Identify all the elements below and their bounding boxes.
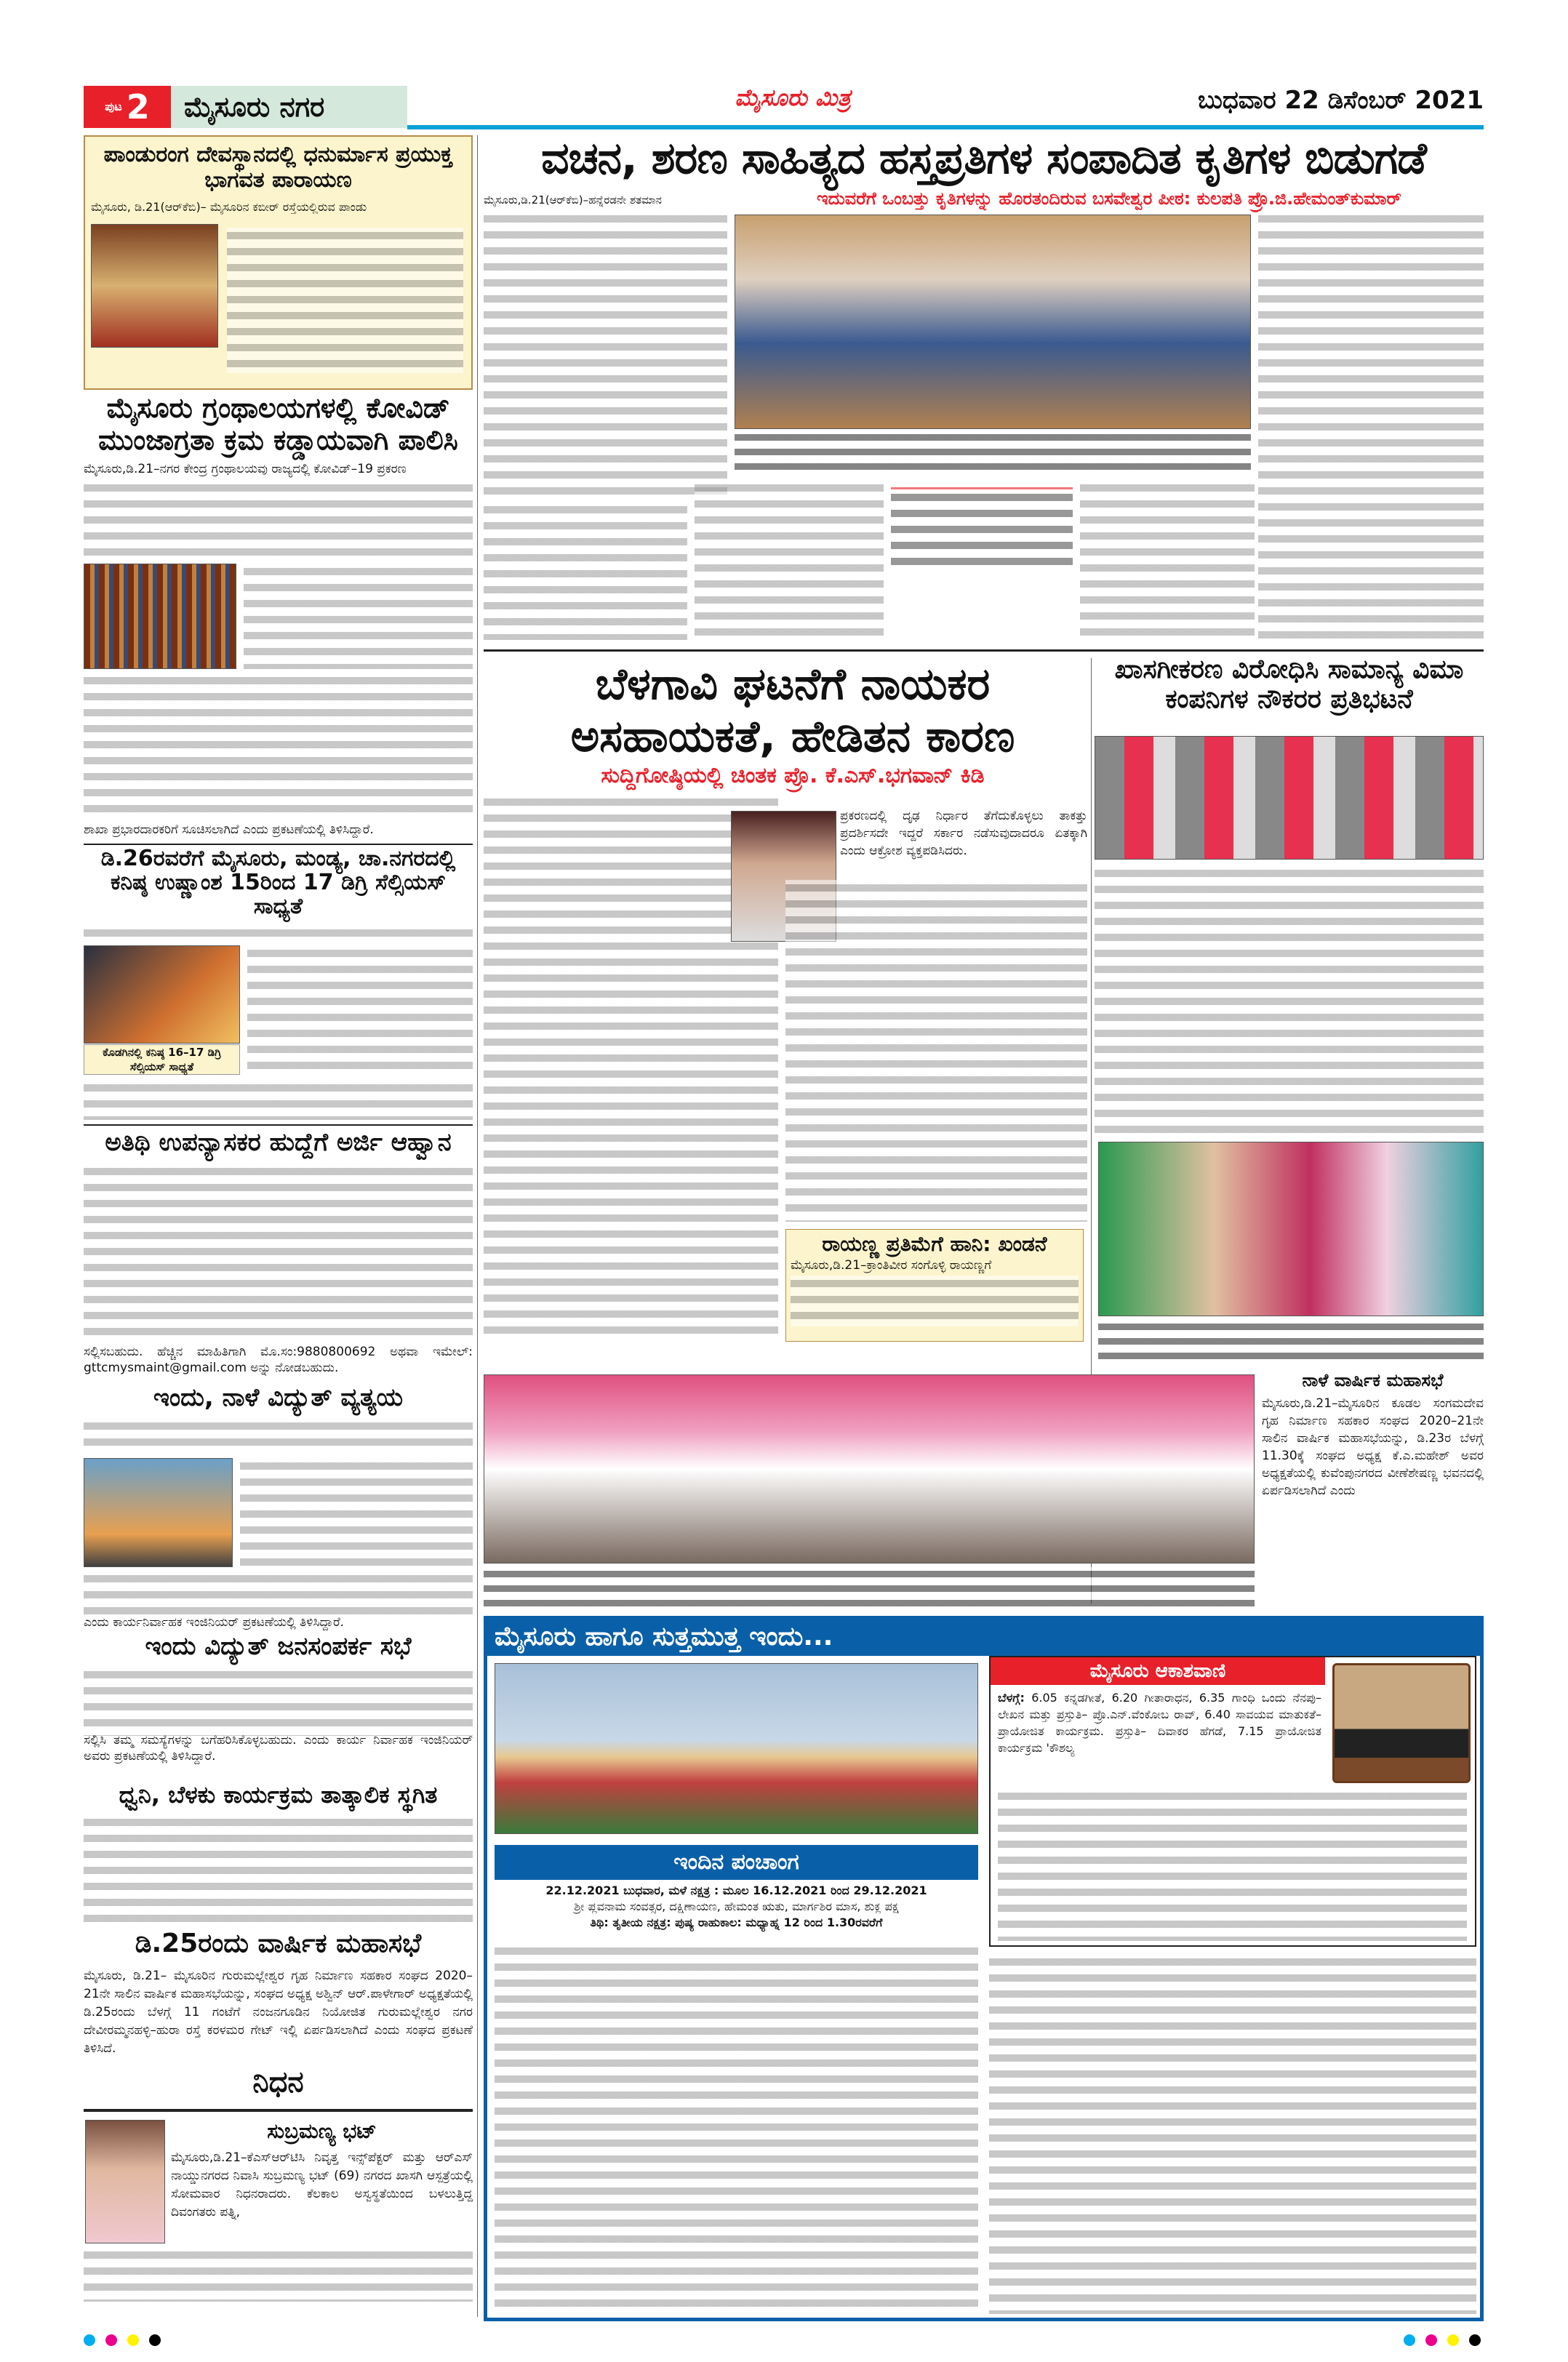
divider — [84, 844, 473, 845]
lead-body-col-4 — [1258, 211, 1484, 640]
panchanga-heading: ಇಂದಿನ ಪಂಚಾಂಗ — [495, 1845, 978, 1880]
obituary-body: ಮೈಸೂರು,ಡಿ.21–ಕೆಎಸ್‌ಆರ್‌ಟಿಸಿ ನಿವೃತ್ತ ಇನ್ಸ್‌ಪೆಕ್ಟರ್ ಮತ್ತು ಆರ್‌ಎಸ್ ನಾಯ್ಡುನಗರದ ನಿವಾಸಿ ಸುಬ್ರಮಣ್ಯ ಭಟ್ (69) ನಗರದ ಖಾಸಗಿ ಆಸ್ಪತ್ರೆಯಲ್ಲಿ ಸೋಮವಾರ ನಿಧನರಾದರು. ಕೆಲಕಾಲ ಅಸ್ವಸ್ಥತೆಯಿಂದ ಬಳಲುತ್ತಿದ್ದ ದಿವಂಗತರು ಪತ್ನಿ, — [171, 2150, 473, 2219]
divider — [84, 1124, 473, 1126]
library-body-text-3 — [84, 673, 473, 818]
group-photo — [1098, 1142, 1484, 1316]
header-rule — [407, 125, 1484, 129]
divider — [484, 649, 1484, 652]
panchanga-text — [495, 1883, 978, 1931]
obituary-name: ಸುಬ್ರಮಣ್ಯ ಭಟ್ — [267, 2119, 377, 2143]
belagavi-body-col-2 — [785, 880, 1087, 1222]
group-photo-caption — [1098, 1320, 1484, 1367]
cold-body-text-3 — [84, 1080, 473, 1120]
lecturer-body-text — [84, 1164, 473, 1342]
lead-headline: ವಚನ, ಶರಣ ಸಾಹಿತ್ಯದ ಹಸ್ತಪ್ರತಿಗಳ ಸಂಪಾದಿತ ಕೃತಿಗಳ ಬಿಡುಗಡೆ — [541, 133, 1426, 184]
radio-schedule — [991, 1685, 1329, 1761]
lead-body-col-0 — [484, 502, 687, 640]
temple-dateline: ಮೈಸೂರು, ಡಿ.21(ಆರ್‌ಕೆಬಿ)– ಮೈಸೂರಿನ ಕಬೀರ್ ರಸ್ತೆಯಲ್ಲಿರುವ ಪಾಂಡು — [91, 200, 367, 214]
obituary-body-2 — [84, 2247, 473, 2302]
insurance-body-text — [1095, 865, 1484, 1134]
rayanna-body-text — [791, 1276, 1079, 1326]
temple-body-text — [227, 228, 463, 373]
radio-heading: ಮೈಸೂರು ಆಕಾಶವಾಣಿ — [991, 1657, 1325, 1685]
rayanna-dateline: ಮೈಸೂರು,ಡಿ.21–ಕ್ರಾಂತಿವೀರ ಸಂಗೊಳ್ಳಿ ರಾಯಣ್ಣಗೆ — [791, 1258, 992, 1273]
library-dateline: ಮೈಸೂರು,ಡಿ.21–ನಗರ ಕೇಂದ್ರ ಗ್ರಂಥಾಲಯವು ರಾಜ್ಯದಲ್ಲಿ ಕೋವಿಡ್–19 ಪ್ರಕರಣ — [84, 462, 407, 476]
lead-body-col-2 — [695, 480, 884, 640]
panel-photo-caption — [484, 1567, 1255, 1611]
today-heading: ಮೈಸೂರು ಹಾಗೂ ಸುತ್ತಮುತ್ತ ಇಂದು... — [487, 1620, 1480, 1656]
sound-light-headline: ಧ್ವನಿ, ಬೆಳಕು ಕಾರ್ಯಕ್ರಮ ತಾತ್ಕಾಲಿಕ ಸ್ಥಗಿತ — [119, 1781, 438, 1809]
power-meeting-headline: ಇಂದು ವಿದ್ಯುತ್ ಜನಸಂಪರ್ಕ ಸಭೆ — [145, 1632, 412, 1661]
radio-label: ಬೆಳಗ್ಗೆ: — [998, 1691, 1025, 1705]
page-label: ಪುಟ — [105, 100, 122, 113]
radio-box — [989, 1656, 1476, 1947]
obituary-heading: ನಿಧನ — [252, 2065, 304, 2099]
annual-meeting-headline: ನಾಳೆ ವಾರ್ಷಿಕ ಮಹಾಸಭೆ — [1302, 1370, 1444, 1390]
temple-deity-photo — [91, 224, 218, 348]
radio-body: 6.05 ಕನ್ನಡಗೀತೆ, 6.20 ಗೀತಾರಾಧನ, 6.35 ಗಾಂಧಿ ಒಂದು ನೆನಪು–ಲೇಖನ ಮತ್ತು ಪ್ರಸ್ತುತಿ– ಪ್ರೊ.ಎನ್.ವೆಂಕೋಬ ರಾವ್, 6.40 ಸಾವಯವ ಮಾತುಕತೆ–ಪ್ರಾಯೋಜಿತ ಕಾರ್ಯಕ್ರಮ. ಪ್ರಸ್ತುತಿ– ದಿವಾಕರ ಹೆಗಡೆ, 7.15 ಪ್ರಾಯೋಜಿತ ಕಾರ್ಯಕ್ರಮ 'ಕೌಶಲ್ಯ — [998, 1691, 1321, 1755]
agm-body: ಮೈಸೂರು, ಡಿ.21– ಮೈಸೂರಿನ ಗುರುಮಲ್ಲೇಶ್ವರ ಗೃಹ ನಿರ್ಮಾಣ ಸಹಕಾರ ಸಂಘದ 2020–21ನೇ ಸಾಲಿನ ವಾರ್ಷಿಕ ಮಹಾಸಭೆಯನ್ನು, ಸಂಘದ ಅಧ್ಯಕ್ಷ ಅಶ್ವಿನ್ ಆರ್.ಪಾಳೇಗಾರ್ ಅಧ್ಯಕ್ಷತೆಯಲ್ಲಿ ಡಿ.25ರಂದು ಬೆಳಗ್ಗೆ 11 ಗಂಟೆಗೆ ನಂಜನಗೂಡಿನ ನಿಯೋಜಿತ ಗುರುಮಲ್ಲೇಶ್ವರ ನಗರ ದೇವೀರಮ್ಮನಹಳ್ಳಿ–ಹುರಾ ರಸ್ತೆ ಕರಳಮರ ಗೇಟ್ ಇಲ್ಲಿ ಏರ್ಪಡಿಸಲಾಗಿದೆ ಎಂದು ಸಂಘದ ಪ್ರಕಟಣೆ ತಿಳಿಸಿದೆ. — [84, 1969, 473, 2056]
events-list-col-1 — [495, 1943, 978, 2314]
panel-discussion-photo — [484, 1374, 1255, 1564]
lead-dateline: ಮೈಸೂರು,ಡಿ.21(ಆರ್‌ಕೆಬಿ)–ಹನ್ನೆರಡನೇ ಶತಮಾನ — [484, 193, 663, 207]
power-body-text-2 — [240, 1458, 473, 1567]
lecturer-headline: ಅತಿಥಿ ಉಪನ್ಯಾಸಕರ ಹುದ್ದೆಗೆ ಅರ್ಜಿ ಆಹ್ವಾನ — [105, 1128, 452, 1157]
column-rule — [477, 135, 478, 2317]
power-tower-photo — [84, 1458, 233, 1567]
panchanga-line-1: 22.12.2021 ಬುಧವಾರ, ಮಳೆ ನಕ್ಷತ್ರ : ಮೂಲ 16.12.2021 ರಿಂದ 29.12.2021 — [545, 1883, 927, 1897]
library-body-text-2 — [244, 564, 473, 669]
library-headline: ಮೈಸೂರು ಗ್ರಂಥಾಲಯಗಳಲ್ಲಿ ಕೋವಿಡ್ ಮುಂಜಾಗ್ರತಾ ಕ್ರಮ ಕಡ್ಡಾಯವಾಗಿ ಪಾಲಿಸಿ — [98, 392, 458, 456]
annual-meeting-body: ಮೈಸೂರು,ಡಿ.21–ಮೈಸೂರಿನ ಕೂಡಲ ಸಂಗಮದೇವ ಗೃಹ ನಿರ್ಮಾಣ ಸಹಕಾರ ಸಂಘದ 2020–21ನೇ ಸಾಲಿನ ವಾರ್ಷಿಕ ಮಹಾಸಭೆಯನ್ನು, ಡಿ.23ರ ಬೆಳಗ್ಗೆ 11.30ಕ್ಕೆ ಸಂಘದ ಅಧ್ಯಕ್ಷ ಕೆ.ಎ.ಮಹೇಶ್ ಅವರ ಅಧ್ಯಕ್ಷತೆಯಲ್ಲಿ ಕುವೆಂಪುನಗರದ ವೀಣೆಶೇಷಣ್ಣ ಭವನದಲ್ಲಿ ಏರ್ಪಡಿಸಲಾಗಿದೆ ಎಂದು — [1262, 1396, 1484, 1498]
today-box — [484, 1616, 1484, 2321]
radio-body-more — [998, 1788, 1467, 1941]
lecturer-contact: ಸಲ್ಲಿಸಬಹುದು. ಹೆಚ್ಚಿನ ಮಾಹಿತಿಗಾಗಿ ಮೊ.ಸಂ:9880800692 ಅಥವಾ ಇಮೇಲ್: gttcmysmaint@gmail.com ಅನ್ನು ನೋಡಬಹುದು. — [84, 1345, 473, 1375]
lead-body-col-1 — [484, 211, 727, 498]
lead-subhead: ಇದುವರೆಗೆ ಒಂಬತ್ತು ಕೃತಿಗಳನ್ನು ಹೊರತಂದಿರುವ ಬಸವೇಶ್ವರ ಪೀಠ: ಕುಲಪತಿ ಪ್ರೊ.ಜಿ.ಹೇಮಂತ್‌ಕುಮಾರ್ — [817, 188, 1401, 209]
insurance-headline: ಖಾಸಗೀಕರಣ ವಿರೋಧಿಸಿ ಸಾಮಾನ್ಯ ವಿಮಾ ಕಂಪನಿಗಳ ನೌಕರರ ಪ್ರತಿಭಟನೆ — [1114, 654, 1464, 715]
temple-headline: ಪಾಂಡುರಂಗ ದೇವಸ್ಥಾನದಲ್ಲಿ ಧನುರ್ಮಾಸ ಪ್ರಯುಕ್ತ ಭಾಗವತ ಪಾರಾಯಣ — [103, 142, 453, 193]
events-list-col-2 — [989, 1954, 1476, 2314]
masthead-logo: ಮೈಸೂರು ಮಿತ್ರ — [735, 84, 851, 111]
rayanna-box — [785, 1229, 1084, 1342]
sound-body-text — [84, 1814, 473, 1923]
meeting-end: ಸಲ್ಲಿಸಿ ತಮ್ಮ ಸಮಸ್ಯೆಗಳನ್ನು ಬಗೆಹರಿಸಿಕೊಳ್ಳಬಹುದು. ಎಂದು ಕಾರ್ಯ ನಿರ್ವಾಹಕ ಇಂಜಿನಿಯರ್ ಅವರು ಪ್ರಕಟಣೆಯಲ್ಲಿ ತಿಳಿಸಿದ್ದಾರೆ. — [84, 1733, 473, 1764]
meeting-body-text — [84, 1667, 473, 1736]
mysore-palace-photo — [495, 1663, 978, 1834]
power-body-text-3 — [84, 1571, 473, 1614]
page-number-tag — [84, 86, 171, 128]
protest-photo — [1095, 736, 1484, 860]
obituary-photo — [85, 2120, 165, 2243]
belagavi-headline: ಬೆಳಗಾವಿ ಘಟನೆಗೆ ನಾಯಕರ ಅಸಹಾಯಕತೆ, ಹೇಡಿತನ ಕಾರಣ — [570, 659, 1015, 762]
divider — [84, 2109, 473, 2112]
belagavi-excerpt: ಪ್ರಕರಣದಲ್ಲಿ ದೃಢ ನಿರ್ಧಾರ ತೆಗೆದುಕೊಳ್ಳಲು ತಾಕತ್ತು ಪ್ರದರ್ಶಿಸದೇ ಇದ್ದರೆ ಸರ್ಕಾರ ನಡೆಸುವುದಾದರೂ ಏತಕ್ಕಾಗಿ ಎಂದು ಆಕ್ರೋಶ ವ್ಯಕ್ತಪಡಿಸಿದರು. — [840, 809, 1087, 858]
print-color-marks — [1404, 2334, 1481, 2346]
temple-box — [84, 135, 473, 390]
page-number: 2 — [126, 87, 150, 127]
rayanna-headline: ರಾಯಣ್ಣ ಪ್ರತಿಮೆಗೆ ಹಾನಿ: ಖಂಡನೆ — [822, 1232, 1047, 1256]
panchanga-line-2: ಶ್ರೀ ಪ್ಲವನಾಮ ಸಂವತ್ಸರ, ದಕ್ಷಿಣಾಯಣ, ಹೇಮಂತ ಋತು, ಮಾರ್ಗಶಿರ ಮಾಸ, ಶುಕ್ಲ ಪಕ್ಷ — [574, 1899, 899, 1913]
belagavi-subhead: ಸುದ್ದಿಗೋಷ್ಠಿಯಲ್ಲಿ ಚಿಂತಕ ಪ್ರೊ. ಕೆ.ಎಸ್.ಭಗವಾನ್ ಕಿಡಿ — [601, 763, 985, 788]
section-title: ಮೈಸೂರು ನಗರ — [171, 86, 407, 128]
library-end: ಶಾಖಾ ಪ್ರಭಾರದಾರಕರಿಗೆ ಸೂಚಿಸಲಾಗಿದೆ ಎಂದು ಪ್ರಕಟಣೆಯಲ್ಲಿ ತಿಳಿಸಿದ್ದಾರೆ. — [84, 822, 374, 837]
cold-body-text — [84, 925, 473, 941]
radio-icon — [1332, 1663, 1471, 1783]
power-cut-headline: ಇಂದು, ನಾಳೆ ವಿದ್ಯುತ್ ವ್ಯತ್ಯಯ — [153, 1383, 404, 1412]
panchanga-line-3: ತಿಥಿ: ತೃತೀಯ ನಕ್ಷತ್ರ: ಪುಷ್ಯ ರಾಹುಕಾಲ: ಮಧ್ಯಾಹ್ನ 12 ರಿಂದ 1.30ರವರೆಗೆ — [590, 1915, 883, 1929]
power-end: ಎಂದು ಕಾರ್ಯನಿರ್ವಾಹಕ ಇಂಜಿನಿಯರ್ ಪ್ರಕಟಣೆಯಲ್ಲಿ ತಿಳಿಸಿದ್ದಾರೆ. — [84, 1615, 345, 1630]
cold-photo-caption: ಕೊಡಗಿನಲ್ಲಿ ಕನಿಷ್ಠ 16–17 ಡಿಗ್ರಿ ಸೆಲ್ಸಿಯಸ್ ಸಾಧ್ಯತೆ — [84, 1044, 240, 1075]
cold-fire-photo — [84, 945, 240, 1044]
print-color-marks — [84, 2334, 161, 2346]
pull-quote — [891, 487, 1073, 567]
library-body-text — [84, 480, 473, 560]
power-body-text — [84, 1418, 473, 1454]
book-release-photo — [735, 215, 1251, 429]
agm-headline: ಡಿ.25ರಂದು ವಾರ್ಷಿಕ ಮಹಾಸಭೆ — [135, 1929, 422, 1958]
library-books-photo — [84, 564, 236, 669]
issue-date: ಬುಧವಾರ 22 ಡಿಸೆಂಬರ್ 2021 — [1198, 86, 1484, 115]
cold-body-text-2 — [247, 945, 473, 1076]
lead-body-col-3 — [1080, 480, 1255, 640]
book-release-caption — [735, 431, 1251, 474]
cold-headline: ಡಿ.26ರವರೆಗೆ ಮೈಸೂರು, ಮಂಡ್ಯ, ಚಾ.ನಗರದಲ್ಲಿ ಕನಿಷ್ಠ ಉಷ್ಣಾಂಶ 15ರಿಂದ 17 ಡಿಗ್ರಿ ಸೆಲ್ಸಿಯಸ್ ಸಾಧ್ಯತೆ — [100, 846, 456, 919]
